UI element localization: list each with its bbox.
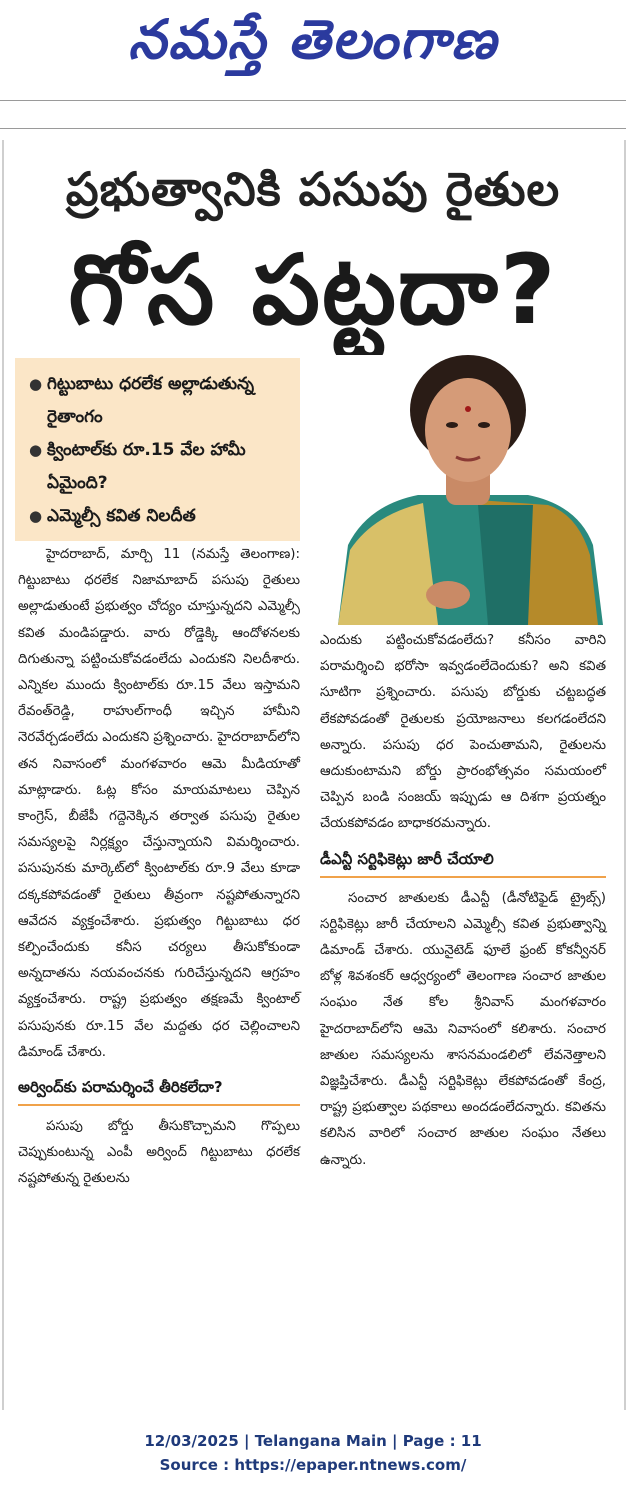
article-subhead: అర్వింద్‌కు పరామర్శించే తీరికలేదా? (18, 1072, 300, 1106)
article-subhead: డీఎన్టీ సర్టిఫికెట్లు జారీ చేయాలి (320, 844, 606, 878)
newspaper-masthead: నమస్తే తెలంగాణ (128, 8, 498, 71)
highlight-item: ● క్వింటాల్‌కు రూ.15 వేల హామీ ఏమైంది? (29, 434, 290, 500)
highlight-item: ● గిట్టుబాటు ధరలేక అల్లాడుతున్న రైతాంగం (29, 368, 290, 434)
article-paragraph: హైదరాబాద్, మార్చి 11 (నమస్తే తెలంగాణ): గిట్టుబాటు ధరలేక నిజామాబాద్ పసుపు రైతులు అల్లాడుతుంటే ప్రభుత్వం చోద్యం చూస్తున్నదని ఎమ్మెల్సీ కవిత మండిపడ్డారు. వారు రోడ్డెక్కి ఆందోళనలకు దిగుతున్నా పట్టించుకోవడంలేదు ఎందుకని నిలదీశారు. ఎన్నికల ముందు క్వింటాల్‌కు రూ.15 వేలు ఇస్తామని రేవంత్‌రెడ్డి, రాహుల్‌గాంధీ ఇచ్చిన హామీని నెరవేర్చడంలేదు ఎందుకని ప్రశ్నించారు. హైదరాబాద్‌లోని తన నివాసంలో మంగళవారం ఆమె మీడియాతో మాట్లాడారు. ఓట్ల కోసం మాయమాటలు చెప్పిన కాంగ్రెస్, బీజేపీ గద్దెనెక్కిన తర్వాత పసుపు రైతుల సమస్యలపై నిర్లక్ష్యం చేస్తున్నాయని విమర్శించారు. పసుపునకు మార్కెట్‌లో క్వింటాల్‌కు రూ.9 వేలు కూడా దక్కకపోవడంతో రైతులు తీవ్రంగా నష్టపోతున్నారని ఆవేదన వ్యక్తంచేశారు. ప్రభుత్వం గిట్టుబాటు ధర కల్పించేందుకు కనీస చర్యలు తీసుకోకుండా అన్నదాతను నయవంచనకు గురిచేస్తున్నదని ఆగ్రహం వ్యక్తంచేశారు. రాష్ట్ర ప్రభుత్వం తక్షణమే క్వింటాల్ పసుపునకు రూ.15 వేల మద్దతు ధర చెల్లించాలని డిమాండ్ చేశారు. (18, 547, 300, 1060)
bullet-icon: ● (29, 441, 43, 459)
highlight-item: ● ఎమ్మెల్సీ కవిత నిలదీత (29, 500, 290, 533)
headline-line1: ప్రభుత్వానికి పసుపు రైతుల (65, 162, 561, 216)
headline-line2: గోస పట్టదా? (68, 234, 558, 346)
person-photo-icon (328, 355, 608, 625)
masthead-divider (0, 128, 626, 129)
article-paragraph: పసుపు బోర్డు తీసుకొచ్చామని గొప్పలు చెప్పుకుంటున్న ఎంపీ అర్వింద్ గిట్టుబాటు ధరలేక నష్టపోతున్న రైతులను (18, 1119, 300, 1187)
highlights-box (15, 358, 300, 541)
bullet-icon: ● (29, 375, 43, 393)
article-paragraph: ఎందుకు పట్టించుకోవడంలేదు? కనీసం వారిని పరామర్శించి భరోసా ఇవ్వడంలేదెందుకు? అని కవిత సూటిగా ప్రశ్నించారు. పసుపు బోర్డుకు చట్టబద్ధత లేకపోవడంతో రైతులకు ప్రయోజనాలు కలగడంలేదని అన్నారు. పసుపు ధర పెంచుతామని, రైతులను ఆదుకుంటామని బోర్డు ప్రారంభోత్సవం సమయంలో చెప్పిన బండి సంజయ్ ఇప్పుడు ఆ దిశగా ప్రయత్నం చేయకపోవడం బాధాకరమన్నారు. (320, 633, 606, 832)
bullet-icon: ● (29, 507, 43, 525)
footer-date-info: 12/03/2025 | Telangana Main | Page : 11 (144, 1432, 482, 1450)
article-column-left (18, 542, 300, 1193)
person-photo (328, 355, 608, 625)
article-paragraph: సంచార జాతులకు డీఎన్టీ (డీనోటిఫైడ్ ట్రైబ్స్) సర్టిఫికెట్లు జారీ చేయాలని ఎమ్మెల్సీ కవిత ప్రభుత్వాన్ని డిమాండ్ చేశారు. యునైటెడ్ ఫూలే ఫ్రంట్ కోకన్వీనర్ బోళ్ల శివశంకర్ ఆధ్వర్యంలో తెలంగాణ సంచార జాతుల సంఘం నేత కోల శ్రీనివాస్ మంగళవారం హైదరాబాద్‌లోని ఆమె నివాసంలో కలిశారు. సంచార జాతుల సమస్యలను శాసనమండలిలో లేవనెత్తాలని విజ్ఞప్తిచేశారు. డీఎన్టీ సర్టిఫికెట్లు లేకపోవడంతో కేంద్ర, రాష్ట్ర ప్రభుత్వాల పథకాలు అందడంలేదన్నారు. కవితను కలిసిన వారిలో సంచార జాతుల సంఘం నేతలు ఉన్నారు. (320, 890, 606, 1168)
article-column-right (320, 628, 606, 1174)
masthead-divider (0, 100, 626, 101)
footer-source: Source : https://epaper.ntnews.com/ (159, 1456, 467, 1474)
